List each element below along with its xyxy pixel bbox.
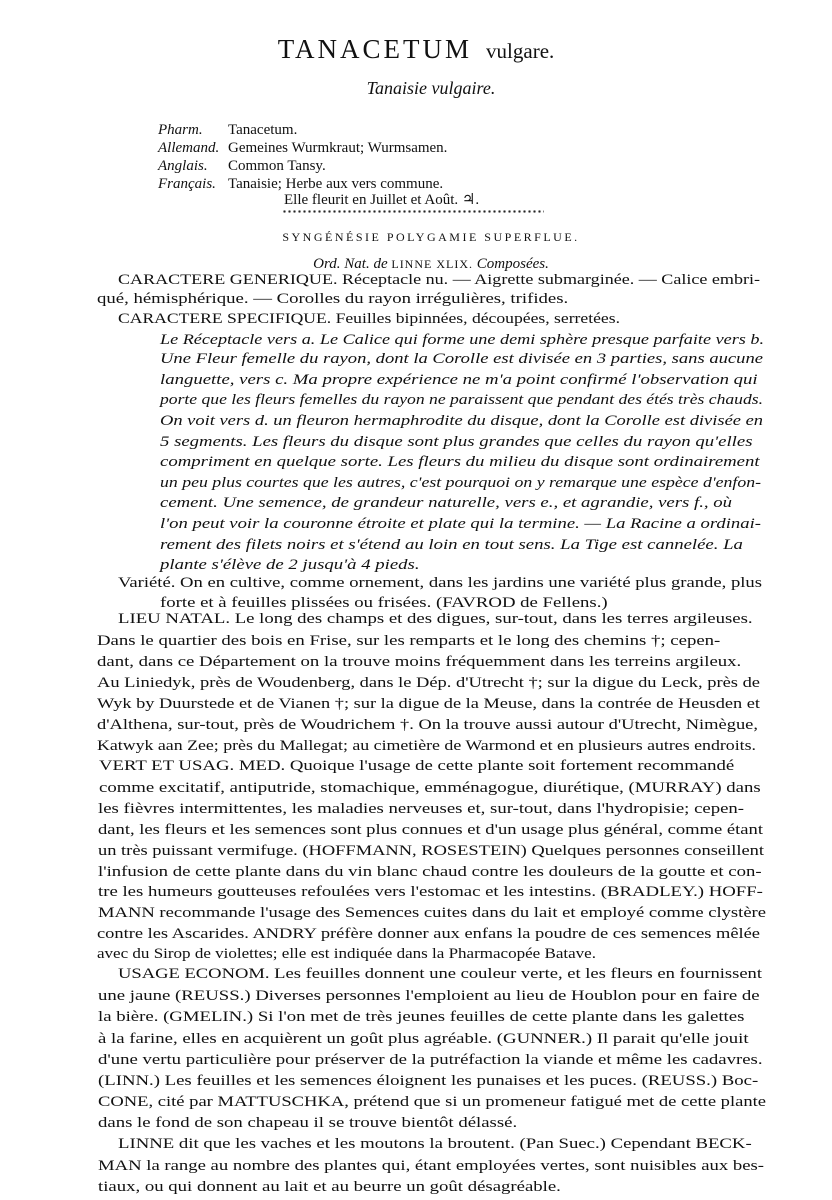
text-line: Wyk by Duurstede et de Vianen †; sur la digue de la Meuse, dans la contrée de Heusden et bbox=[97, 696, 760, 712]
text-line: Au Liniedyk, près de Woudenberg, dans le Dép. d'Utrecht †; sur la digue du Leck, près de bbox=[97, 675, 760, 691]
text-line: MANN recommande l'usage des Semences cuites dans du lait et employé comme clystère bbox=[98, 905, 766, 921]
page-title bbox=[0, 34, 832, 65]
text-line: USAGE ECONOM. Les feuilles donnent une couleur verte, et les fleurs en fournissent bbox=[118, 966, 762, 982]
text-line: les fièvres intermittentes, les maladies nerveuses et, sur-tout, dans l'hydropisie; cepen- bbox=[98, 801, 745, 817]
name-value: Common Tansy. bbox=[228, 158, 326, 174]
dotted-divider bbox=[282, 209, 544, 214]
text-line: contre les Ascarides. ANDRY préfère donner aux enfans la poudre de ces semences mêlée bbox=[97, 926, 760, 942]
text-line: VERT ET USAG. MED. Quoique l'usage de cette plante soit fortement recommandé bbox=[99, 758, 735, 774]
text-line: l'infusion de cette plante dans du vin blanc chaud contre les douleurs de la goutte et con- bbox=[98, 864, 762, 880]
text-line: la bière. (GMELIN.) Si l'on met de très jeunes feuilles de cette plante dans les galettes bbox=[98, 1009, 745, 1025]
text-line: d'Althena, sur-tout, près de Woudrichem †. On la trouve aussi autour d'Utrecht, Nimègue, bbox=[97, 717, 758, 733]
name-language: Pharm. bbox=[158, 122, 203, 138]
text-line: On voit vers d. un fleuron hermaphrodite du disque, dont la Corolle est divisée en bbox=[160, 413, 763, 429]
order-linne: LINNE XLIX. bbox=[391, 257, 474, 271]
text-line: plante s'élève de 2 jusqu'à 4 pieds. bbox=[160, 557, 420, 573]
text-line: dant, dans ce Département on la trouve moins fréquemment dans les terreins argileux. bbox=[97, 654, 742, 670]
text-line: cement. Une semence, de grandeur naturelle, vers e., et agrandie, vers f., où bbox=[160, 495, 733, 511]
name-row bbox=[158, 157, 447, 175]
text-line: à la farine, elles en acquièrent un goût plus agréable. (GUNNER.) Il parait qu'elle jouit bbox=[98, 1031, 749, 1047]
name-value: Gemeines Wurmkraut; Wurmsamen. bbox=[228, 140, 448, 156]
text-line: CARACTERE GENERIQUE. Réceptacle nu. — Aigrette submarginée. — Calice embri- bbox=[118, 272, 760, 288]
name-row bbox=[158, 139, 447, 157]
page-subtitle: Tanaisie vulgaire. bbox=[366, 78, 496, 98]
text-line: Katwyk aan Zee; près du Mallegat; au cimetière de Warmond et en plusieurs autres endroits. bbox=[97, 738, 756, 754]
text-line: compriment en quelque sorte. Les fleurs du milieu du disque sont ordinairement bbox=[160, 454, 760, 470]
vernacular-names bbox=[158, 121, 447, 193]
text-line: 5 segments. Les fleurs du disque sont plus grandes que celles du rayon qu'elles bbox=[160, 434, 753, 450]
text-line: porte que les fleurs femelles du rayon ne paraissent que pendant des étés très chauds. bbox=[160, 392, 763, 408]
text-line: dans le fond de son chapeau il se trouve bientôt délassé. bbox=[98, 1115, 518, 1131]
text-line: CARACTERE SPECIFIQUE. Feuilles bipinnées, découpées, serretées. bbox=[118, 311, 620, 327]
text-line: comme excitatif, antiputride, stomachique, emménagogue, diurétique, (MURRAY) dans bbox=[99, 780, 761, 796]
flowering-period: Elle fleurit en Juillet et Août. ♃. bbox=[284, 192, 480, 208]
text-line: forte et à feuilles plissées ou frisées. (FAVROD de Fellens.) bbox=[160, 595, 608, 611]
text-line: avec du Sirop de violettes; elle est indiquée dans la Pharmacopée Batave. bbox=[97, 946, 596, 962]
text-line: l'on peut voir la couronne étroite et plate qui la termine. — La Racine a ordinai- bbox=[160, 516, 761, 532]
text-line: tiaux, ou qui donnent au lait et au beurre un goût désagréable. bbox=[98, 1179, 561, 1195]
name-language: Français. bbox=[158, 176, 216, 192]
order-prefix: Ord. Nat. de bbox=[313, 256, 388, 272]
text-line: Dans le quartier des bois en Frise, sur les remparts et le long des chemins †; cepen- bbox=[97, 633, 721, 649]
text-line: Le Réceptacle vers a. Le Calice qui forme une demi sphère presque parfaite vers b. bbox=[160, 332, 764, 348]
name-row bbox=[158, 121, 447, 139]
text-line: qué, hémisphérique. — Corolles du rayon irrégulières, trifides. bbox=[97, 291, 569, 307]
text-line: CONE, cité par MATTUSCHKA, prétend que si un promeneur fatigué met de cette plante bbox=[98, 1094, 766, 1110]
text-line: un peu plus courtes que les autres, c'est pourquoi on y remarque une espèce d'enfon- bbox=[160, 475, 761, 491]
text-line: d'une vertu particulière pour préserver de la putréfaction la viande et même les cadavres. bbox=[98, 1052, 763, 1068]
text-line: une jaune (REUSS.) Diverses personnes l'emploient au lieu de Houblon pour en faire de bbox=[98, 988, 760, 1004]
title-species: vulgare. bbox=[486, 39, 555, 63]
text-line: MAN la range au nombre des plantes qui, étant employées vertes, sont nuisibles aux bes- bbox=[98, 1158, 764, 1174]
natural-order bbox=[0, 256, 832, 273]
text-line: dant, les fleurs et les semences sont plus connues et d'un usage plus général, comme étant bbox=[98, 822, 763, 838]
text-line: Une Fleur femelle du rayon, dont la Corolle est divisée en 3 parties, sans aucune bbox=[160, 351, 763, 367]
text-line: (LINN.) Les feuilles et les semences éloignent les punaises et les puces. (REUSS.) Boc- bbox=[98, 1073, 759, 1089]
name-value: Tanaisie; Herbe aux vers commune. bbox=[228, 176, 444, 192]
title-genus: TANACETUM bbox=[277, 34, 473, 64]
text-line: rement des filets noirs et s'étend au loin en tout sens. La Tige est cannelée. La bbox=[160, 537, 743, 553]
text-line: un très puissant vermifuge. (HOFFMANN, ROSESTEIN) Quelques personnes conseillent bbox=[98, 843, 764, 859]
text-line: tre les humeurs goutteuses refoulées vers l'estomac et les intestins. (BRADLEY.) HOFF- bbox=[98, 884, 763, 900]
name-language: Anglais. bbox=[158, 158, 208, 174]
text-line: languette, vers c. Ma propre expérience ne m'a point confirmé l'observation qui bbox=[160, 372, 758, 388]
classification: SYNGÉNÉSIE POLYGAMIE SUPERFLUE. bbox=[282, 230, 580, 244]
text-line: LINNE dit que les vaches et les moutons la broutent. (Pan Suec.) Cependant BECK- bbox=[118, 1136, 752, 1152]
name-value: Tanacetum. bbox=[228, 122, 298, 138]
order-family: Composées. bbox=[476, 256, 549, 272]
text-line: Variété. On en cultive, comme ornement, dans les jardins une variété plus grande, plus bbox=[118, 575, 762, 591]
name-language: Allemand. bbox=[158, 140, 220, 156]
text-line: LIEU NATAL. Le long des champs et des digues, sur-tout, dans les terres argileuses. bbox=[118, 611, 753, 627]
